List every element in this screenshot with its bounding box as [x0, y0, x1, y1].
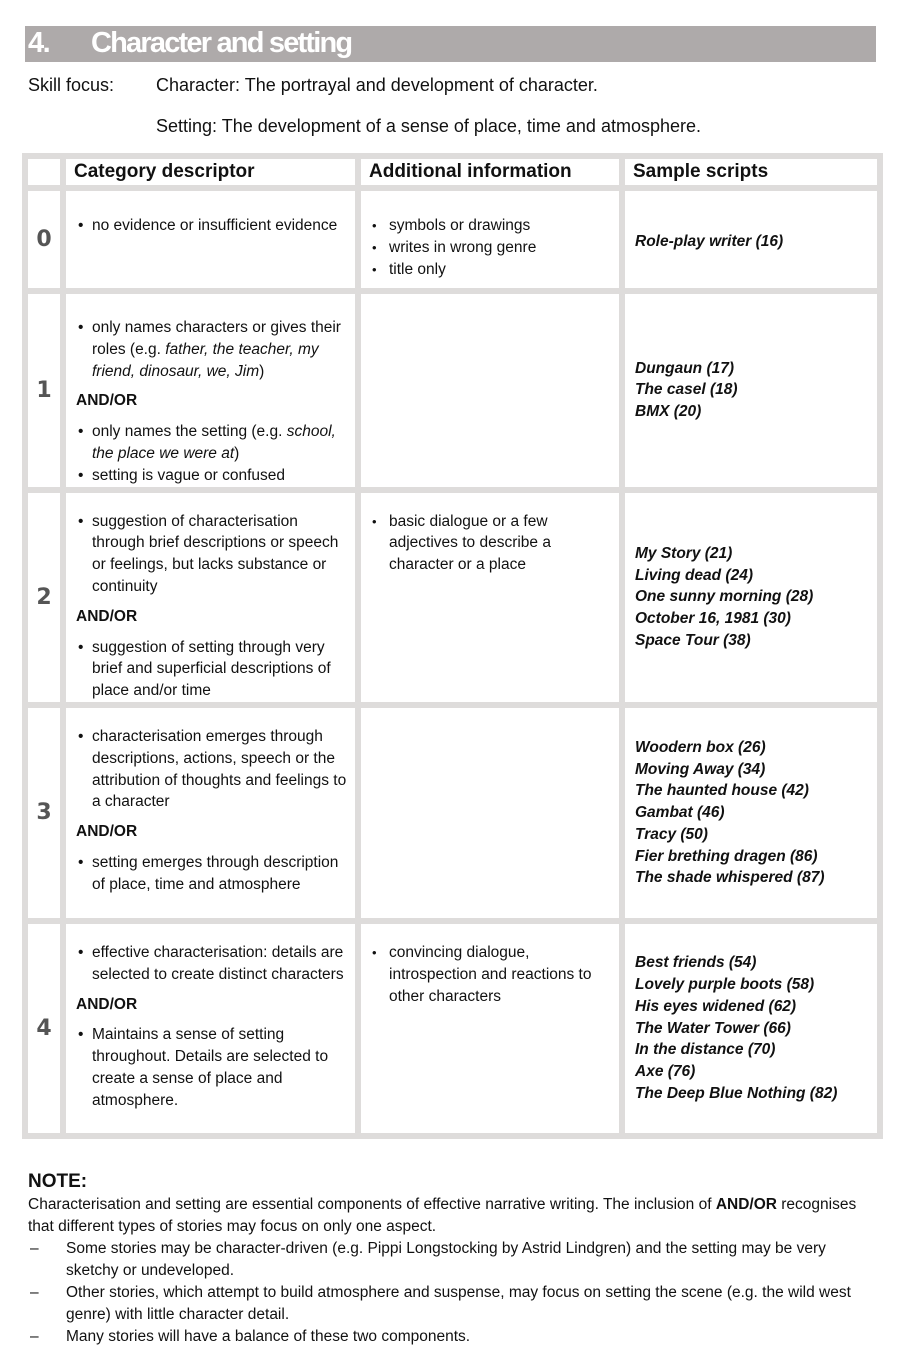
- header-category-descriptor: Category descriptor: [63, 156, 358, 188]
- samples-cell: [622, 188, 880, 291]
- sample-script: My Story (21): [635, 545, 733, 562]
- sample-script: Woodern box (26): [635, 738, 766, 756]
- sample-script: The haunted house (42): [635, 782, 809, 800]
- note-point: – Many stories will have a balance of these two components.: [28, 1326, 878, 1348]
- note-section: [28, 1170, 878, 1348]
- additional-cell: [358, 705, 622, 921]
- sample-script: Space Tour (38): [635, 631, 751, 649]
- skill-focus-setting: Setting: The development of a sense of place, time and atmosphere.: [156, 116, 702, 136]
- note-text: recognises that different types of stories may focus on only one aspect.: [28, 1196, 857, 1235]
- additional-bullet: • basic dialogue or a few adjectives to describe a character or a place: [371, 511, 613, 576]
- samples-cell: [622, 921, 880, 1136]
- skill-focus-label: Skill focus:: [28, 75, 115, 95]
- note-point: – Other stories, which attempt to build atmosphere and suspense, may focus on setting the scene (e.g. the wild west genre) with little character detail.: [28, 1282, 878, 1326]
- sample-script: Dungaun (17): [635, 359, 735, 377]
- additional-bullet: • writes in wrong genre: [371, 237, 613, 259]
- table-row: [25, 188, 880, 291]
- score-cell: 4: [25, 921, 63, 1136]
- descriptor-text: ): [259, 362, 265, 380]
- table-row: [25, 705, 880, 921]
- header-sample-scripts: Sample scripts: [622, 156, 880, 188]
- descriptor-bullet: • no evidence or insufficient evidence: [76, 215, 349, 237]
- descriptor-bullet: • Maintains a sense of setting throughout. Details are selected to create a sense of place and atmosphere.: [76, 1024, 349, 1111]
- additional-bullet: • symbols or drawings: [371, 215, 613, 237]
- header-additional-information: Additional information: [358, 156, 622, 188]
- sample-script: In the distance (70): [635, 1041, 776, 1059]
- note-heading: NOTE:: [28, 1171, 88, 1192]
- score-cell: 1: [25, 291, 63, 490]
- score-cell: 3: [25, 705, 63, 921]
- sample-script: His eyes widened (62): [635, 997, 797, 1015]
- table-row: [25, 921, 880, 1136]
- and-or-label: AND/OR: [76, 995, 138, 1013]
- descriptor-examples: father, the teacher, my friend, dinosaur, we, Jim: [92, 340, 319, 380]
- sample-script: The Water Tower (66): [635, 1019, 791, 1037]
- section-title-bar: [25, 26, 876, 62]
- sample-script: The shade whispered (87): [635, 869, 825, 887]
- descriptor-text: only names the setting (e.g.: [92, 423, 287, 441]
- additional-bullet: • convincing dialogue, introspection and reactions to other characters: [371, 942, 613, 1007]
- score-cell: 2: [25, 490, 63, 705]
- sample-script: The casel (18): [635, 381, 738, 399]
- sample-script: October 16, 1981 (30): [635, 610, 791, 628]
- descriptor-bullet: [76, 317, 349, 382]
- rubric-table: [22, 153, 883, 1139]
- samples-cell: [622, 705, 880, 921]
- note-text: Characterisation and setting are essential components of effective narrative writing. The inclusion of: [28, 1196, 716, 1213]
- descriptor-bullet: • suggestion of setting through very brief and superficial descriptions of place and/or time: [76, 637, 349, 702]
- descriptor-bullet: [76, 421, 349, 465]
- additional-cell: [358, 921, 622, 1136]
- sample-script: Tracy (50): [635, 825, 708, 843]
- descriptor-cell: [63, 490, 358, 705]
- sample-script: Role-play writer (16): [635, 233, 784, 250]
- and-or-label: AND/OR: [76, 392, 138, 410]
- sample-script: Lovely purple boots (58): [635, 976, 815, 994]
- samples-cell: [622, 490, 880, 705]
- score-cell: 0: [25, 188, 63, 291]
- sample-script: Best friends (54): [635, 954, 757, 972]
- additional-cell: [358, 188, 622, 291]
- section-title: Character and setting: [91, 27, 352, 59]
- table-row: [25, 291, 880, 490]
- samples-cell: [622, 291, 880, 490]
- descriptor-bullet: • characterisation emerges through descriptions, actions, speech or the attribution of thoughts and feelings to a character: [76, 726, 349, 813]
- and-or-label: AND/OR: [76, 607, 138, 625]
- sample-script: Axe (76): [635, 1063, 696, 1080]
- descriptor-text: ): [234, 444, 240, 462]
- and-or-label: AND/OR: [76, 823, 138, 841]
- descriptor-cell: [63, 188, 358, 291]
- descriptor-cell: [63, 705, 358, 921]
- descriptor-cell: [63, 921, 358, 1136]
- additional-cell: [358, 291, 622, 490]
- additional-cell: [358, 490, 622, 705]
- descriptor-bullet: • setting emerges through description of place, time and atmosphere: [76, 852, 349, 896]
- descriptor-cell: [63, 291, 358, 490]
- descriptor-bullet: • suggestion of characterisation through brief descriptions or speech or feelings, but lacks substance or continuity: [76, 511, 349, 598]
- skill-focus-character: Character: The portrayal and development of character.: [156, 75, 598, 95]
- descriptor-bullet: • setting is vague or confused: [76, 465, 349, 487]
- descriptor-text: only names characters or gives their roles (e.g.: [92, 319, 341, 358]
- header-score: [25, 156, 63, 188]
- sample-script: One sunny morning (28): [635, 588, 814, 606]
- sample-script: The Deep Blue Nothing (82): [635, 1084, 838, 1102]
- note-point: – Some stories may be character-driven (e.g. Pippi Longstocking by Astrid Lindgren) and the setting may be very sketchy or undeveloped.: [28, 1238, 878, 1282]
- sample-script: Gambat (46): [635, 804, 725, 822]
- section-number: 4.: [28, 27, 50, 59]
- note-bold-andor: AND/OR: [715, 1196, 777, 1213]
- sample-script: Moving Away (34): [635, 760, 766, 778]
- sample-script: Fier brething dragen (86): [635, 847, 818, 865]
- sample-script: BMX (20): [635, 403, 702, 421]
- table-header-row: [25, 156, 880, 188]
- table-row: [25, 490, 880, 705]
- sample-script: Living dead (24): [635, 566, 753, 584]
- note-paragraph: [28, 1194, 878, 1238]
- descriptor-bullet: • effective characterisation: details are selected to create distinct characters: [76, 942, 349, 986]
- descriptor-examples: school, the place we were at: [92, 423, 336, 462]
- additional-bullet: • title only: [371, 259, 613, 281]
